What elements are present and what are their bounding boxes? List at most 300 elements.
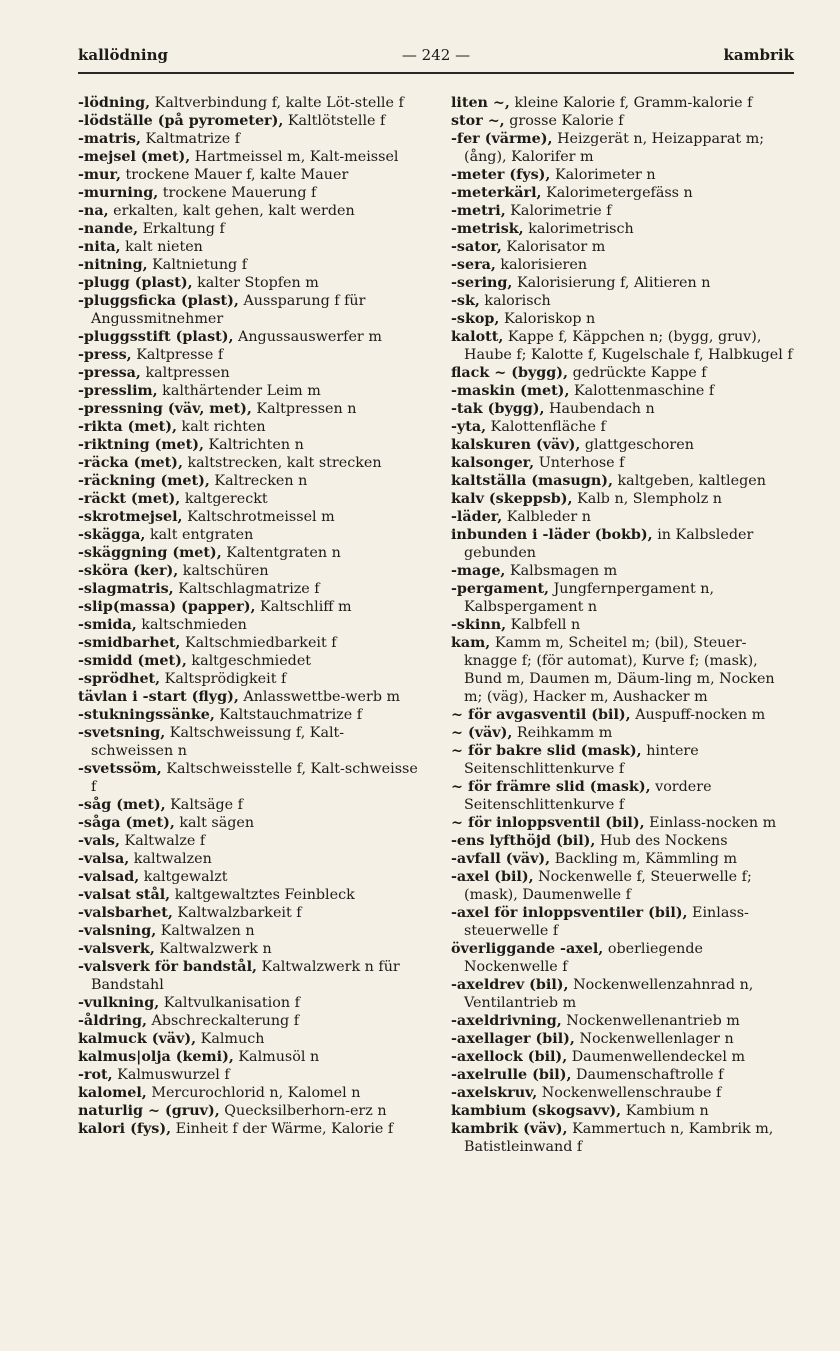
dictionary-entry xyxy=(78,670,418,688)
entry-translation: kaltgeben, kaltlegen xyxy=(617,473,766,489)
dictionary-entry xyxy=(78,1120,418,1138)
dictionary-entry xyxy=(78,490,418,508)
dictionary-entry xyxy=(451,940,796,976)
entry-translation: gedrückte Kappe f xyxy=(572,365,707,381)
entry-headword: -såga (met), xyxy=(78,815,175,831)
entry-translation: Anlasswettbe-werb m xyxy=(243,689,401,705)
entry-headword: -svetsning, xyxy=(78,725,166,741)
entry-headword: -mur, xyxy=(78,167,121,183)
entry-translation: Kaloriskop n xyxy=(503,311,596,327)
dictionary-entry xyxy=(451,1030,796,1048)
right-column xyxy=(451,94,796,1156)
dictionary-entry xyxy=(451,904,796,940)
entry-headword: -rikta (met), xyxy=(78,419,177,435)
dictionary-entry xyxy=(78,904,418,922)
entry-headword: liten ~, xyxy=(451,95,510,111)
entry-headword: kaltställa (masugn), xyxy=(451,473,613,489)
entry-headword: kalott, xyxy=(451,329,504,345)
entry-translation: kalt sägen xyxy=(179,815,255,831)
dictionary-entry xyxy=(451,256,796,274)
entry-headword: -smida, xyxy=(78,617,137,633)
dictionary-entry xyxy=(451,706,796,724)
entry-translation: Kaltschlagmatrize f xyxy=(178,581,320,597)
dictionary-entry xyxy=(451,238,796,256)
entry-translation: kalorimetrisch xyxy=(528,221,634,237)
entry-headword: -axel (bil), xyxy=(451,869,534,885)
entry-translation: trockene Mauerung f xyxy=(162,185,317,201)
entry-translation: Kaltwalzbarkeit f xyxy=(177,905,302,921)
entry-translation: Nockenwellenzahnrad n, Ventilantrieb m xyxy=(464,977,754,1011)
entry-headword: -valsat stål, xyxy=(78,887,171,903)
entry-translation: Heizgerät n, Heizapparat m; (ång), Kalorifer m xyxy=(464,131,765,165)
entry-translation: kleine Kalorie f, Gramm-kalorie f xyxy=(514,95,753,111)
entry-headword: -axelrulle (bil), xyxy=(451,1067,572,1083)
dictionary-entry xyxy=(78,922,418,940)
dictionary-entry xyxy=(451,1066,796,1084)
header-right-guide-word: kambrik xyxy=(723,46,794,64)
header-rule xyxy=(78,72,794,74)
entry-translation: vordere Seitenschlittenkurve f xyxy=(464,779,712,813)
entry-translation: Nockenwelle f, Steuerwelle f; (mask), Daumenwelle f xyxy=(464,869,752,903)
dictionary-entry xyxy=(78,688,418,706)
entry-headword: inbunden i -läder (bokb), xyxy=(451,527,653,543)
dictionary-entry xyxy=(78,1030,418,1048)
entry-headword: -sprödhet, xyxy=(78,671,161,687)
entry-headword: -valsad, xyxy=(78,869,140,885)
dictionary-entry xyxy=(78,94,418,112)
left-column xyxy=(78,94,418,1138)
dictionary-entry xyxy=(78,706,418,724)
entry-headword: -slip(massa) (papper), xyxy=(78,599,256,615)
entry-translation: Kalottenmaschine f xyxy=(573,383,715,399)
entry-translation: Hub des Nockens xyxy=(599,833,728,849)
entry-headword: -skop, xyxy=(451,311,500,327)
dictionary-entry xyxy=(78,328,418,346)
entry-headword: -metri, xyxy=(451,203,506,219)
entry-headword: -sköra (ker), xyxy=(78,563,179,579)
dictionary-entry xyxy=(451,724,796,742)
entry-headword: -valsverk för bandstål, xyxy=(78,959,257,975)
entry-translation: Kambium n xyxy=(625,1103,709,1119)
dictionary-entry xyxy=(451,562,796,580)
entry-headword: -vulkning, xyxy=(78,995,160,1011)
dictionary-entry xyxy=(78,868,418,886)
dictionary-entry xyxy=(451,1048,796,1066)
entry-headword: tävlan i -start (flyg), xyxy=(78,689,239,705)
entry-translation: grosse Kalorie f xyxy=(509,113,624,129)
entry-headword: kalskuren (väv), xyxy=(451,437,581,453)
dictionary-entry xyxy=(451,454,796,472)
dictionary-entry xyxy=(78,634,418,652)
entry-translation: Kamm m, Scheitel m; (bil), Steuer-knagge f; (för automat), Kurve f; (mask), Bund m, Daumen m, Däum-ling m, Nocken m; (väg), Hacker m, Aushacker m xyxy=(464,635,775,705)
entry-translation: Kalb n, Slempholz n xyxy=(577,491,723,507)
entry-headword: -sator, xyxy=(451,239,502,255)
entry-translation: Kaltentgraten n xyxy=(226,545,341,561)
dictionary-entry xyxy=(78,364,418,382)
entry-headword: -nitning, xyxy=(78,257,148,273)
entry-headword: -press, xyxy=(78,347,132,363)
entry-headword: överliggande -axel, xyxy=(451,941,604,957)
entry-headword: -smidbarhet, xyxy=(78,635,181,651)
entry-headword: -valsning, xyxy=(78,923,157,939)
dictionary-entry xyxy=(451,184,796,202)
entry-headword: -räckning (met), xyxy=(78,473,210,489)
dictionary-entry xyxy=(78,1012,418,1030)
entry-translation: Quecksilberhorn-erz n xyxy=(224,1103,387,1119)
entry-headword: -sk, xyxy=(451,293,480,309)
dictionary-entry xyxy=(451,580,796,616)
dictionary-entry xyxy=(451,310,796,328)
page-header xyxy=(78,46,794,70)
entry-translation: glattgeschoren xyxy=(584,437,694,453)
entry-headword: stor ~, xyxy=(451,113,505,129)
entry-translation: Auspuff-nocken m xyxy=(635,707,766,723)
entry-headword: -axellager (bil), xyxy=(451,1031,575,1047)
dictionary-entry xyxy=(78,598,418,616)
entry-headword: kambrik (väv), xyxy=(451,1121,568,1137)
entry-headword: -pressning (väv, met), xyxy=(78,401,252,417)
entry-headword: -fer (värme), xyxy=(451,131,553,147)
dictionary-entry xyxy=(451,616,796,634)
dictionary-entry xyxy=(78,832,418,850)
dictionary-entry xyxy=(78,400,418,418)
dictionary-entry xyxy=(78,652,418,670)
dictionary-entry xyxy=(451,832,796,850)
dictionary-entry xyxy=(451,202,796,220)
entry-headword: -murning, xyxy=(78,185,159,201)
dictionary-entry xyxy=(451,472,796,490)
entry-headword: -åldring, xyxy=(78,1013,147,1029)
entry-headword: -presslim, xyxy=(78,383,158,399)
entry-translation: kaltgewalzt xyxy=(143,869,228,885)
dictionary-entry xyxy=(78,418,418,436)
entry-translation: Kaltwalze f xyxy=(124,833,206,849)
entry-translation: hintere Seitenschlittenkurve f xyxy=(464,743,699,777)
entry-headword: -pluggsstift (plast), xyxy=(78,329,234,345)
dictionary-entry xyxy=(78,562,418,580)
entry-translation: kalt entgraten xyxy=(149,527,254,543)
dictionary-entry xyxy=(78,148,418,166)
entry-translation: Kalbsmagen m xyxy=(509,563,618,579)
dictionary-entry xyxy=(78,1066,418,1084)
entry-headword: -na, xyxy=(78,203,109,219)
dictionary-entry xyxy=(451,976,796,1012)
entry-headword: -skinn, xyxy=(451,617,507,633)
dictionary-entry xyxy=(78,436,418,454)
entry-headword: -sering, xyxy=(451,275,513,291)
entry-translation: Nockenwellenantrieb m xyxy=(566,1013,740,1029)
entry-headword: -lödställe (på pyrometer), xyxy=(78,113,284,129)
dictionary-entry xyxy=(451,292,796,310)
dictionary-entry xyxy=(451,400,796,418)
dictionary-entry xyxy=(451,490,796,508)
entry-headword: -valsbarhet, xyxy=(78,905,173,921)
entry-translation: kaltgewaltztes Feinbleck xyxy=(174,887,355,903)
entry-translation: Nockenwellenschraube f xyxy=(541,1085,722,1101)
entry-headword: flack ~ (bygg), xyxy=(451,365,569,381)
entry-headword: -axellock (bil), xyxy=(451,1049,568,1065)
entry-translation: Kaltstauchmatrize f xyxy=(219,707,363,723)
dictionary-entry xyxy=(78,1084,418,1102)
entry-translation: Unterhose f xyxy=(538,455,625,471)
dictionary-entry xyxy=(451,634,796,706)
entry-translation: kaltgereckt xyxy=(184,491,268,507)
dictionary-entry xyxy=(451,526,796,562)
entry-headword: -nande, xyxy=(78,221,139,237)
entry-headword: -räcka (met), xyxy=(78,455,183,471)
entry-headword: ~ för inloppsventil (bil), xyxy=(451,815,645,831)
entry-headword: -slagmatris, xyxy=(78,581,174,597)
dictionary-entry xyxy=(451,364,796,382)
entry-translation: Mercurochlorid n, Kalomel n xyxy=(151,1085,361,1101)
entry-translation: kalt nieten xyxy=(125,239,203,255)
entry-headword: -yta, xyxy=(451,419,487,435)
entry-translation: kaltstrecken, kalt strecken xyxy=(187,455,382,471)
entry-translation: Kammertuch n, Kambrik m, Batistleinwand f xyxy=(464,1121,774,1155)
dictionary-entry xyxy=(78,814,418,832)
dictionary-entry xyxy=(451,274,796,292)
entry-headword: kalori (fys), xyxy=(78,1121,172,1137)
entry-translation: oberliegende Nockenwelle f xyxy=(464,941,703,975)
entry-translation: Nockenwellenlager n xyxy=(579,1031,734,1047)
entry-headword: -skägga, xyxy=(78,527,146,543)
entry-headword: ~ för avgasventil (bil), xyxy=(451,707,631,723)
dictionary-entry xyxy=(451,868,796,904)
entry-translation: kalorisieren xyxy=(500,257,588,273)
dictionary-entry xyxy=(451,94,796,112)
entry-headword: -valsverk, xyxy=(78,941,155,957)
dictionary-entry xyxy=(451,220,796,238)
entry-translation: kaltschüren xyxy=(182,563,269,579)
entry-headword: -pergament, xyxy=(451,581,550,597)
entry-translation: Daumenwellendeckel m xyxy=(571,1049,746,1065)
entry-translation: Kaltschrotmeissel m xyxy=(187,509,335,525)
entry-headword: -räckt (met), xyxy=(78,491,181,507)
dictionary-entry xyxy=(78,256,418,274)
dictionary-entry xyxy=(451,1084,796,1102)
entry-headword: -valsa, xyxy=(78,851,130,867)
entry-translation: Kaltwalzwerk n xyxy=(159,941,272,957)
entry-translation: Kappe f, Käppchen n; (bygg, gruv), Haube f; Kalotte f, Kugelschale f, Halbkugel f xyxy=(464,329,793,363)
entry-translation: kalthärtender Leim m xyxy=(162,383,321,399)
entry-translation: erkalten, kalt gehen, kalt werden xyxy=(113,203,355,219)
dictionary-entry xyxy=(78,850,418,868)
entry-translation: Kalorisierung f, Alitieren n xyxy=(516,275,711,291)
dictionary-entry xyxy=(451,112,796,130)
dictionary-entry xyxy=(78,130,418,148)
entry-translation: Kaltwalzen n xyxy=(160,923,255,939)
entry-translation: Kalorimetergefäss n xyxy=(546,185,693,201)
dictionary-entry xyxy=(78,796,418,814)
entry-translation: Abschreckalterung f xyxy=(151,1013,300,1029)
entry-headword: -axelskruv, xyxy=(451,1085,538,1101)
entry-headword: kalmus|olja (kemi), xyxy=(78,1049,234,1065)
entry-translation: Kalbfell n xyxy=(510,617,581,633)
entry-translation: Einlass-steuerwelle f xyxy=(464,905,749,939)
dictionary-entry xyxy=(451,1120,796,1156)
entry-translation: Kaltschmiedbarkeit f xyxy=(184,635,337,651)
entry-translation: Backling m, Kämmling m xyxy=(554,851,738,867)
dictionary-entry xyxy=(78,112,418,130)
entry-headword: ~ för främre slid (mask), xyxy=(451,779,651,795)
entry-headword: -riktning (met), xyxy=(78,437,204,453)
entry-translation: Einlass-nocken m xyxy=(649,815,777,831)
dictionary-entry xyxy=(78,508,418,526)
dictionary-entry xyxy=(451,130,796,166)
dictionary-entry xyxy=(451,814,796,832)
dictionary-entry xyxy=(451,508,796,526)
entry-translation: Kaltvulkanisation f xyxy=(163,995,300,1011)
entry-translation: Kaltnietung f xyxy=(152,257,248,273)
entry-headword: -nita, xyxy=(78,239,121,255)
entry-translation: Reihkamm m xyxy=(516,725,613,741)
page-number: — 242 — xyxy=(401,46,471,64)
entry-headword: -meter (fys), xyxy=(451,167,551,183)
dictionary-entry xyxy=(78,292,418,328)
dictionary-entry xyxy=(451,1012,796,1030)
dictionary-entry xyxy=(78,166,418,184)
dictionary-entry xyxy=(78,526,418,544)
dictionary-entry xyxy=(451,436,796,454)
entry-translation: Kaltverbindung f, kalte Löt-stelle f xyxy=(154,95,404,111)
dictionary-entry xyxy=(78,616,418,634)
entry-translation: Kalorimetrie f xyxy=(510,203,612,219)
entry-translation: Kaltpressen n xyxy=(256,401,357,417)
dictionary-entry xyxy=(451,328,796,364)
entry-headword: kalv (skeppsb), xyxy=(451,491,573,507)
entry-translation: Kalmuswurzel f xyxy=(117,1067,230,1083)
entry-headword: -smidd (met), xyxy=(78,653,187,669)
entry-headword: kambium (skogsavv), xyxy=(451,1103,622,1119)
entry-translation: in Kalbsleder gebunden xyxy=(464,527,754,561)
entry-translation: kaltwalzen xyxy=(133,851,212,867)
dictionary-entry xyxy=(78,220,418,238)
entry-translation: Kaltschweisstelle f, Kalt-schweisse f xyxy=(91,761,418,795)
entry-translation: Kalorimeter n xyxy=(554,167,656,183)
entry-headword: -ens lyfthöjd (bil), xyxy=(451,833,596,849)
entry-translation: Kaltschweissung f, Kalt-schweissen n xyxy=(91,725,345,759)
dictionary-entry xyxy=(451,850,796,868)
entry-headword: ~ för bakre slid (mask), xyxy=(451,743,642,759)
dictionary-entry xyxy=(78,760,418,796)
entry-translation: Haubendach n xyxy=(549,401,655,417)
entry-translation: Kalorisator m xyxy=(506,239,606,255)
entry-translation: Kaltlötstelle f xyxy=(287,113,386,129)
dictionary-entry xyxy=(78,1102,418,1120)
entry-translation: kalt richten xyxy=(181,419,266,435)
entry-headword: -matris, xyxy=(78,131,141,147)
entry-translation: Kalottenfläche f xyxy=(490,419,606,435)
dictionary-entry xyxy=(78,544,418,562)
entry-headword: -mage, xyxy=(451,563,506,579)
entry-headword: -axel för inloppsventiler (bil), xyxy=(451,905,688,921)
dictionary-entry xyxy=(78,382,418,400)
entry-headword: -rot, xyxy=(78,1067,113,1083)
entry-translation: Kaltpresse f xyxy=(136,347,224,363)
entry-translation: Kaltmatrize f xyxy=(145,131,241,147)
dictionary-entry xyxy=(78,184,418,202)
dictionary-entry xyxy=(451,1102,796,1120)
entry-headword: kam, xyxy=(451,635,491,651)
entry-headword: -axeldrev (bil), xyxy=(451,977,569,993)
dictionary-entry xyxy=(78,724,418,760)
entry-headword: kalmuck (väv), xyxy=(78,1031,197,1047)
entry-headword: -skäggning (met), xyxy=(78,545,222,561)
dictionary-entry xyxy=(78,202,418,220)
dictionary-entry xyxy=(78,886,418,904)
dictionary-entry xyxy=(78,346,418,364)
entry-headword: -lödning, xyxy=(78,95,151,111)
entry-translation: Kaltrecken n xyxy=(214,473,308,489)
dictionary-entry xyxy=(78,472,418,490)
entry-translation: trockene Mauer f, kalte Mauer xyxy=(125,167,349,183)
entry-headword: -maskin (met), xyxy=(451,383,570,399)
dictionary-entry xyxy=(78,580,418,598)
entry-headword: -såg (met), xyxy=(78,797,166,813)
dictionary-entry xyxy=(451,778,796,814)
entry-headword: naturlig ~ (gruv), xyxy=(78,1103,220,1119)
entry-translation: Kaltsprödigkeit f xyxy=(164,671,287,687)
entry-translation: kaltpressen xyxy=(145,365,230,381)
dictionary-entry xyxy=(78,454,418,472)
dictionary-entry xyxy=(451,382,796,400)
entry-translation: Daumenschaftrolle f xyxy=(576,1067,724,1083)
dictionary-entry xyxy=(78,238,418,256)
entry-translation: Kaltwalzwerk n für Bandstahl xyxy=(91,959,400,993)
entry-headword: -axeldrivning, xyxy=(451,1013,562,1029)
entry-translation: Einheit f der Wärme, Kalorie f xyxy=(175,1121,394,1137)
entry-translation: Kalbleder n xyxy=(506,509,591,525)
dictionary-entry xyxy=(78,1048,418,1066)
entry-translation: Jungfernpergament n, Kalbspergament n xyxy=(464,581,715,615)
entry-translation: Kaltrichten n xyxy=(208,437,304,453)
dictionary-entry xyxy=(78,994,418,1012)
entry-headword: -skrotmejsel, xyxy=(78,509,183,525)
entry-headword: -avfall (väv), xyxy=(451,851,551,867)
entry-headword: -pressa, xyxy=(78,365,141,381)
entry-translation: Hartmeissel m, Kalt-meissel xyxy=(194,149,399,165)
entry-headword: -tak (bygg), xyxy=(451,401,545,417)
entry-translation: kalorisch xyxy=(484,293,551,309)
entry-translation: Kaltschliff m xyxy=(260,599,352,615)
entry-headword: -pluggsficka (plast), xyxy=(78,293,239,309)
entry-headword: -meterkärl, xyxy=(451,185,542,201)
dictionary-entry xyxy=(78,274,418,292)
entry-headword: -läder, xyxy=(451,509,503,525)
entry-translation: Erkaltung f xyxy=(142,221,225,237)
dictionary-entry xyxy=(78,940,418,958)
entry-translation: Kalmusöl n xyxy=(238,1049,320,1065)
entry-headword: kalomel, xyxy=(78,1085,147,1101)
entry-translation: Kaltsäge f xyxy=(170,797,243,813)
entry-headword: -stukningssänke, xyxy=(78,707,215,723)
dictionary-entry xyxy=(451,166,796,184)
entry-headword: ~ (väv), xyxy=(451,725,513,741)
entry-translation: kalter Stopfen m xyxy=(197,275,319,291)
entry-headword: -plugg (plast), xyxy=(78,275,193,291)
dictionary-entry xyxy=(78,958,418,994)
dictionary-entry xyxy=(451,742,796,778)
entry-translation: Kalmuch xyxy=(200,1031,265,1047)
entry-headword: -metrisk, xyxy=(451,221,524,237)
dictionary-entry xyxy=(451,418,796,436)
entry-headword: -sera, xyxy=(451,257,496,273)
entry-headword: kalsonger, xyxy=(451,455,535,471)
entry-headword: -svetssöm, xyxy=(78,761,162,777)
entry-headword: -vals, xyxy=(78,833,120,849)
entry-translation: Aussparung f für Angussmitnehmer xyxy=(91,293,366,327)
header-left-guide-word: kallödning xyxy=(78,46,168,64)
